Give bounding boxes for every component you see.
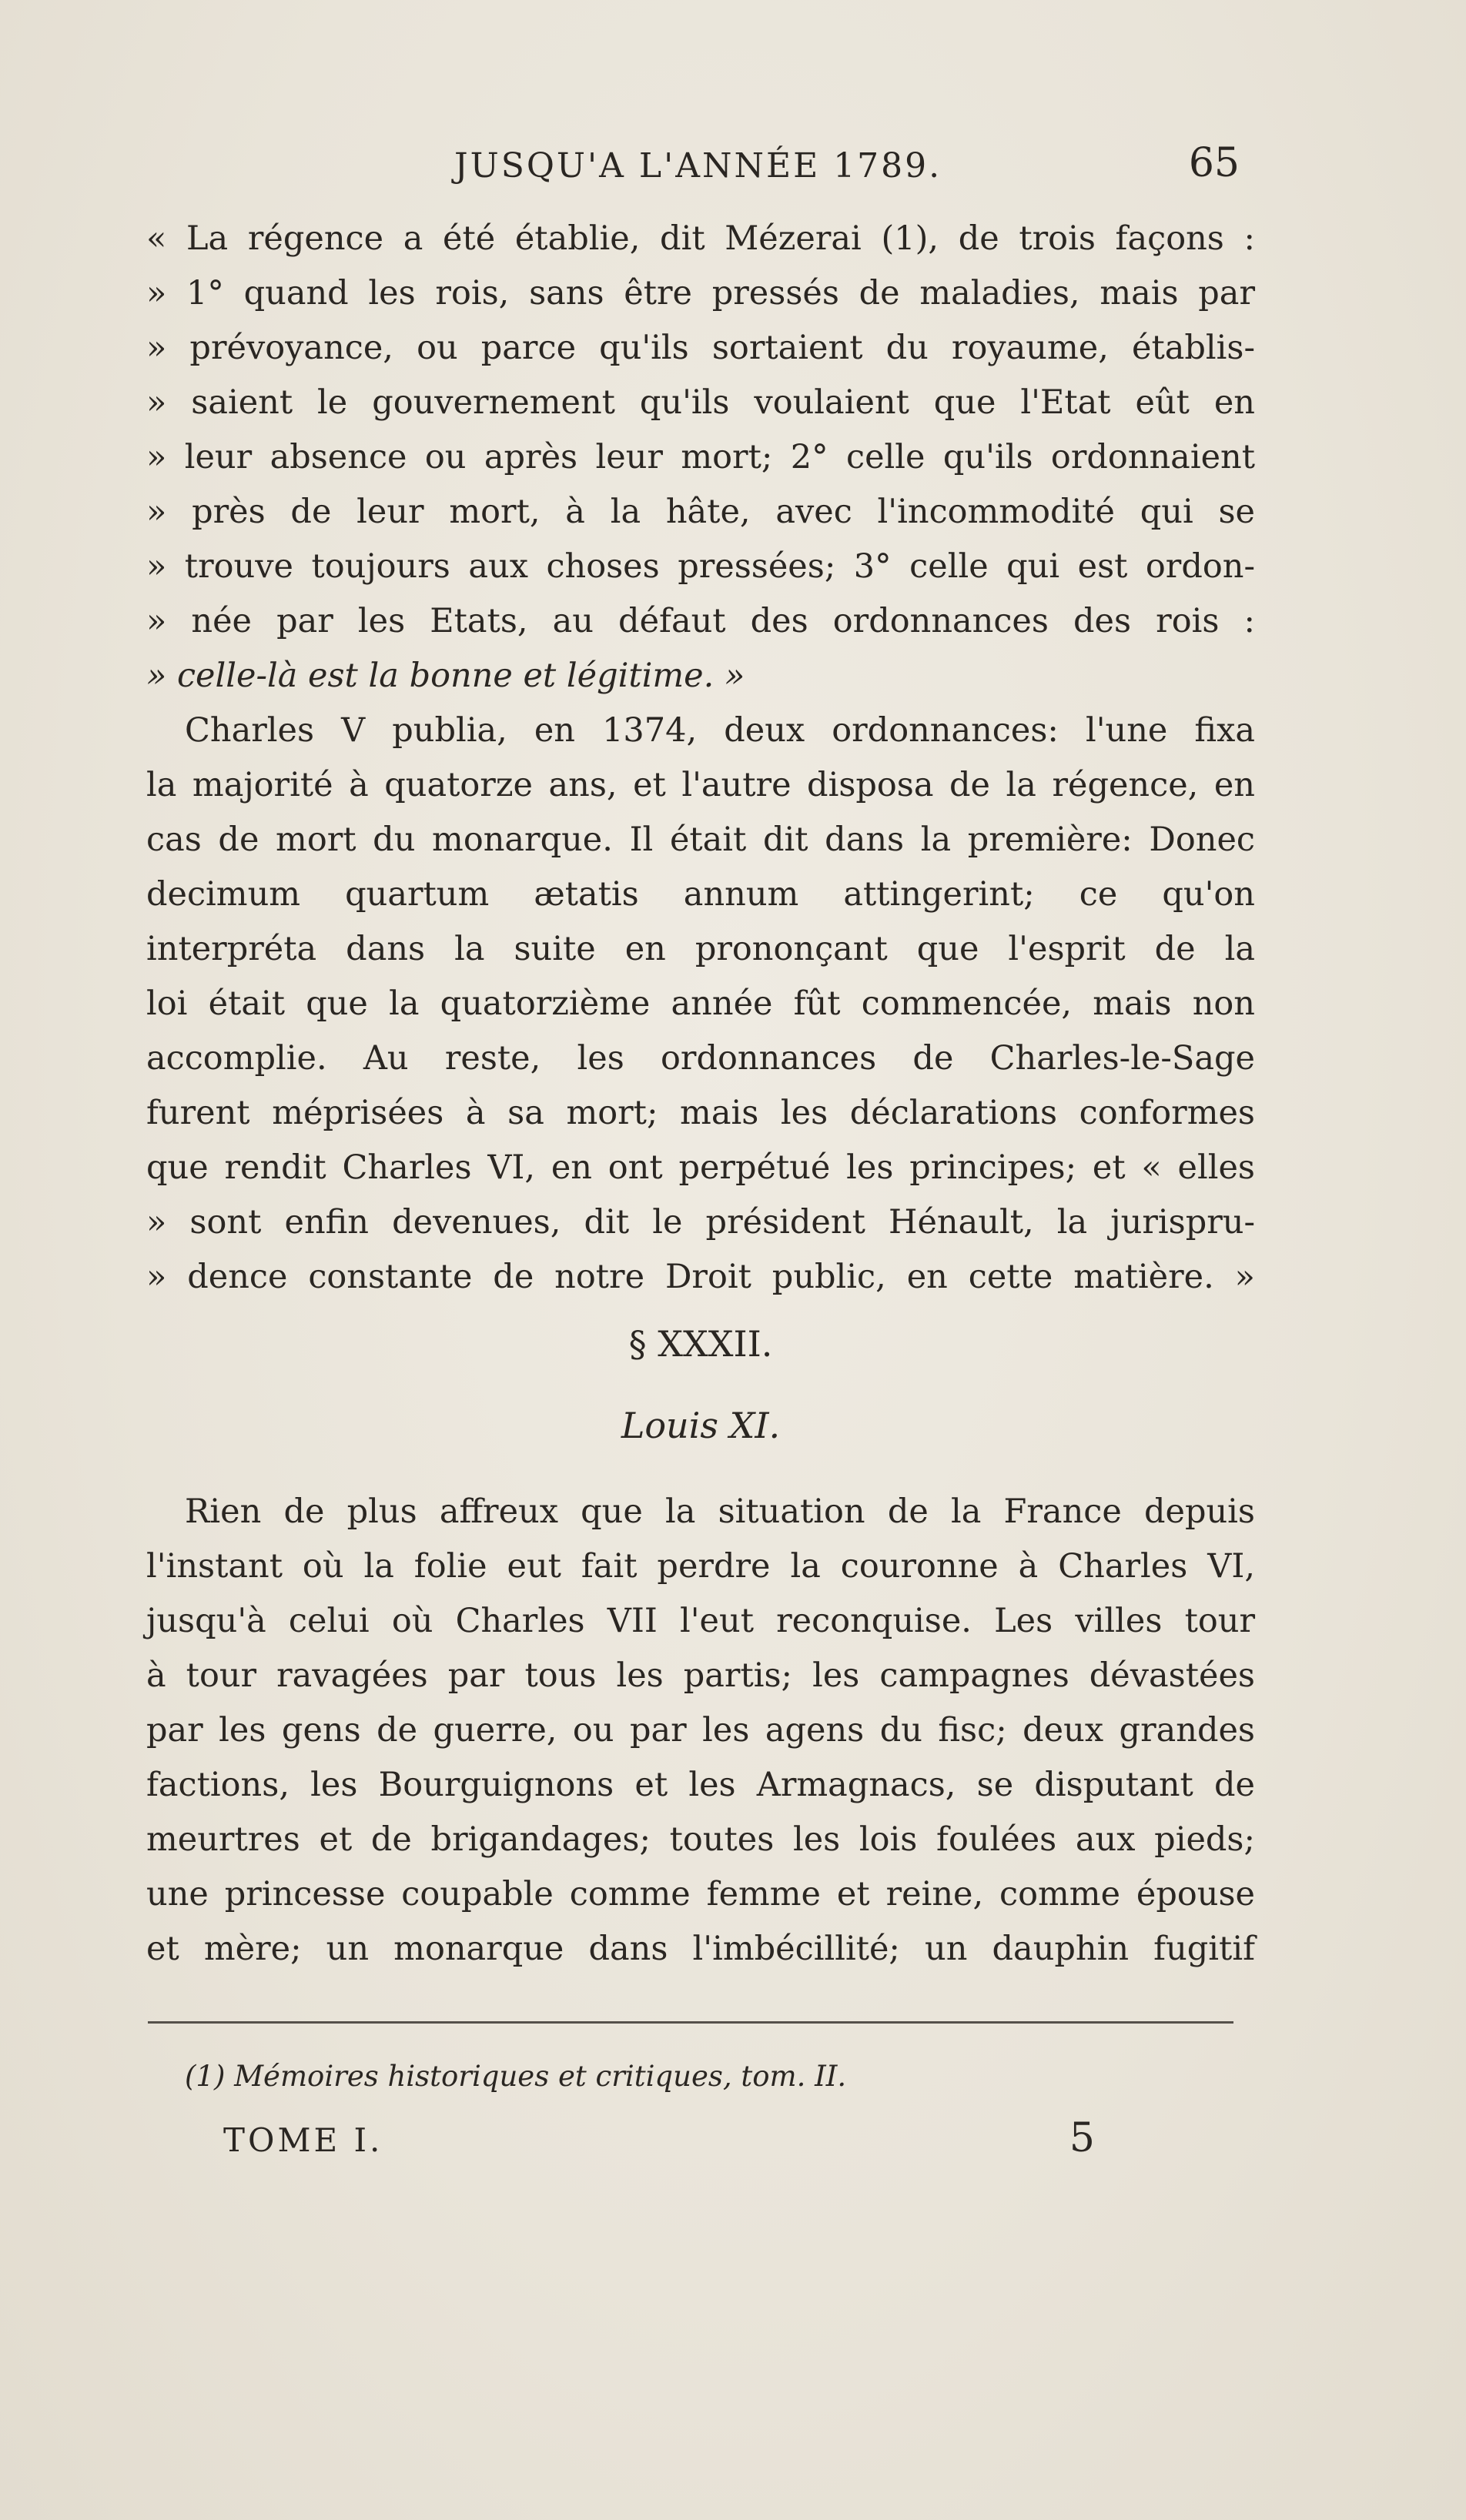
text-line: cas de mort du monarque. Il était dit dans la première: Donec bbox=[146, 821, 1255, 859]
text-line: » celle-là est la bonne et légitime. » bbox=[146, 657, 745, 695]
text-line: factions, les Bourguignons et les Armagnacs, se disputant de bbox=[146, 1766, 1255, 1804]
text-line: » 1° quand les rois, sans être pressés de maladies, mais par bbox=[146, 274, 1255, 312]
text-line: jusqu'à celui où Charles VII l'eut reconquise. Les villes tour bbox=[146, 1602, 1255, 1640]
text-line: une princesse coupable comme femme et reine, comme épouse bbox=[146, 1875, 1255, 1913]
running-head: JUSQU'A L'ANNÉE 1789. bbox=[454, 146, 942, 185]
text-line: » dence constante de notre Droit public, en cette matière. » bbox=[146, 1258, 1255, 1296]
text-line: » prévoyance, ou parce qu'ils sortaient du royaume, établis- bbox=[146, 329, 1255, 367]
text-line: l'instant où la folie eut fait perdre la couronne à Charles VI, bbox=[146, 1547, 1255, 1586]
text-line: Charles V publia, en 1374, deux ordonnances: l'une fixa bbox=[185, 711, 1255, 750]
text-line: » leur absence ou après leur mort; 2° celle qu'ils ordonnaient bbox=[146, 438, 1255, 476]
text-line: loi était que la quatorzième année fût commencée, mais non bbox=[146, 984, 1255, 1023]
tome-label: TOME I. bbox=[223, 2121, 383, 2159]
text-line: Rien de plus affreux que la situation de la France depuis bbox=[185, 1492, 1255, 1531]
text-line: » trouve toujours aux choses pressées; 3° celle qui est ordon- bbox=[146, 547, 1255, 586]
page-number: 65 bbox=[1188, 140, 1240, 186]
footnote-divider bbox=[148, 2021, 1233, 2024]
text-line: furent méprisées à sa mort; mais les déclarations conformes bbox=[146, 1094, 1255, 1132]
text-line: et mère; un monarque dans l'imbécillité; un dauphin fugitif bbox=[146, 1930, 1255, 1968]
text-line: à tour ravagées par tous les partis; les campagnes dévastées bbox=[146, 1656, 1255, 1695]
page-footer bbox=[223, 2115, 1095, 2169]
text-line: que rendit Charles VI, en ont perpétué les principes; et « elles bbox=[146, 1148, 1255, 1187]
text-line: interpréta dans la suite en prononçant que l'esprit de la bbox=[146, 930, 1255, 968]
signature-mark: 5 bbox=[1069, 2115, 1095, 2161]
text-line: « La régence a été établie, dit Mézerai (1), de trois façons : bbox=[146, 219, 1255, 258]
text-line: » près de leur mort, à la hâte, avec l'incommodité qui se bbox=[146, 493, 1255, 531]
section-number: § XXXII. bbox=[628, 1323, 773, 1365]
text-line: la majorité à quatorze ans, et l'autre disposa de la régence, en bbox=[146, 766, 1255, 804]
text-line: meurtres et de brigandages; toutes les lois foulées aux pieds; bbox=[146, 1820, 1255, 1859]
text-line: par les gens de guerre, ou par les agens du fisc; deux grandes bbox=[146, 1711, 1255, 1750]
footnote: (1) Mémoires historiques et critiques, tom. II. bbox=[185, 2060, 847, 2093]
text-line: decimum quartum ætatis annum attingerint; ce qu'on bbox=[146, 875, 1255, 914]
text-line: » sont enfin devenues, dit le président Hénault, la jurispru- bbox=[146, 1203, 1255, 1242]
text-line: » saient le gouvernement qu'ils voulaient que l'Etat eût en bbox=[146, 383, 1255, 422]
text-line: accomplie. Au reste, les ordonnances de Charles-le-Sage bbox=[146, 1039, 1255, 1078]
section-title: Louis XI. bbox=[621, 1405, 781, 1446]
page-header bbox=[454, 140, 1240, 194]
text-line: » née par les Etats, au défaut des ordonnances des rois : bbox=[146, 602, 1255, 640]
